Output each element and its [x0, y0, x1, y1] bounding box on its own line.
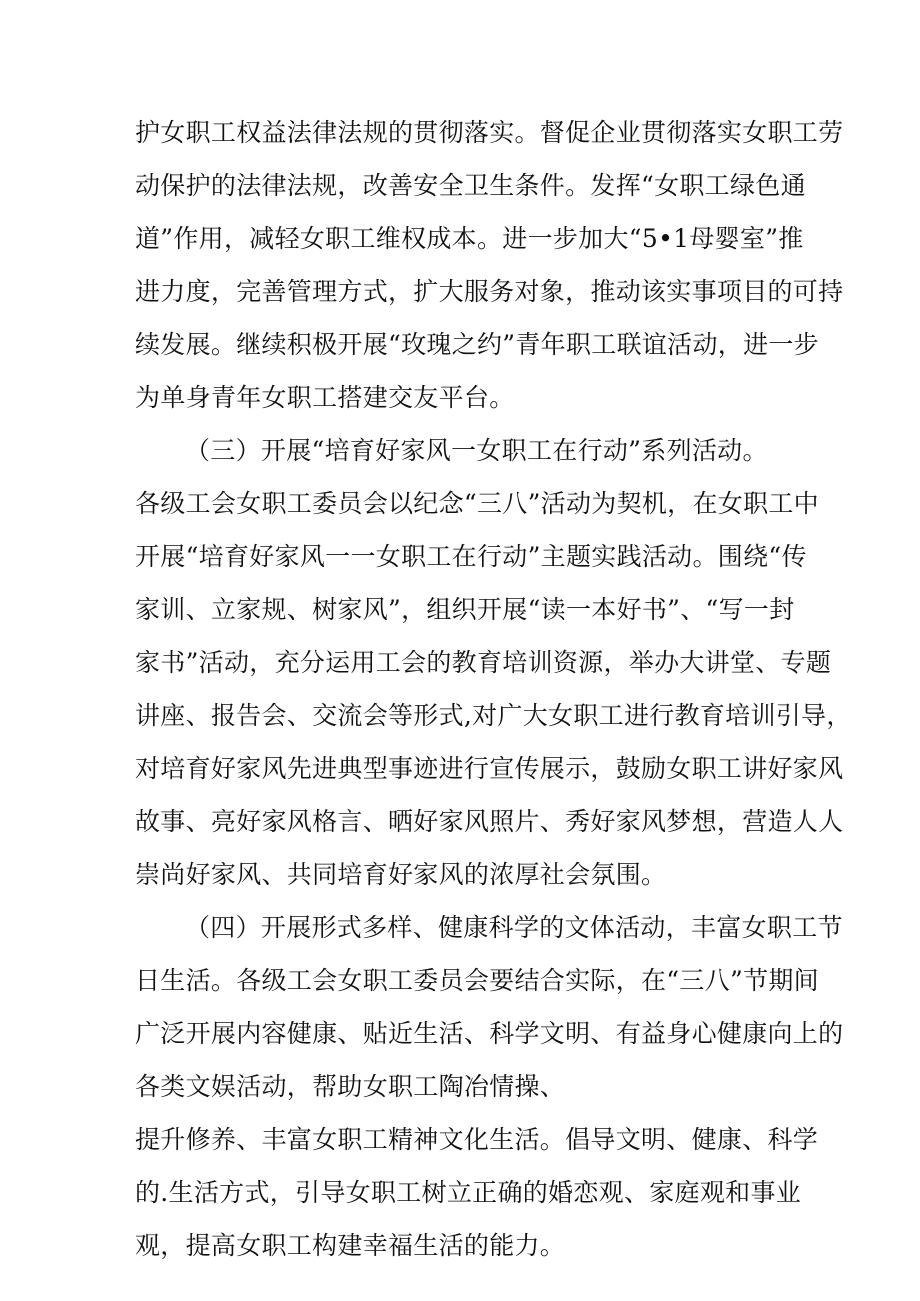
text-line: 道”作用，减轻女职工维权成本。进一步加大“5•1母婴室”推 — [135, 224, 804, 253]
text-line: 家书”活动，充分运用工会的教育培训资源，举办大讲堂、专题 — [135, 648, 832, 677]
text-line: 崇尚好家风、共同培育好家风的浓厚社会氛围。 — [135, 860, 667, 889]
text-line: 家训、立家规、树家风”，组织开展“读一本好书”、“写一封 — [135, 595, 795, 624]
text-line: 各级工会女职工委员会以纪念“三八”活动为契机，在女职工中 — [135, 489, 819, 518]
text-line: 护女职工权益法律法规的贯彻落实。督促企业贯彻落实女职工劳 — [135, 118, 844, 147]
text-line: 续发展。继续积极开展“玫瑰之约”青年职工联谊活动，进一步 — [135, 330, 819, 359]
text-line: 讲座、报告会、交流会等形式,对广大女职工进行教育培训引导， — [135, 701, 852, 730]
text-line: 对培育好家风先进典型事迹进行宣传展示，鼓励女职工讲好家风 — [135, 754, 844, 783]
section-heading-4: （四）开展形式多样、健康科学的文体活动，丰富女职工节 — [185, 913, 843, 942]
text-line: 日生活。各级工会女职工委员会要结合实际，在“三八”节期间 — [135, 966, 819, 995]
text-line: 的.生活方式，引导女职工树立正确的婚恋观、家庭观和事业 — [135, 1178, 802, 1207]
text-line: 故事、亮好家风格言、晒好家风照片、秀好家风梦想，营造人人 — [135, 807, 844, 836]
text-line: 进力度，完善管理方式，扩大服务对象，推动该实事项目的可持 — [135, 277, 844, 306]
text-line: 观，提高女职工构建幸福生活的能力。 — [135, 1231, 566, 1260]
text-line: 提升修养、丰富女职工精神文化生活。倡导文明、健康、科学 — [135, 1125, 819, 1154]
section-heading-3: （三）开展“培育好家风一女职工在行动”系列活动。 — [185, 436, 768, 465]
text-line: 各类文娱活动，帮助女职工陶冶情操、 — [135, 1072, 566, 1101]
text-line: 动保护的法律法规，改善安全卫生条件。发挥“女职工绿色通 — [135, 171, 806, 200]
text-line: 开展“培育好家风一一女职工在行动”主题实践活动。围绕“传 — [135, 542, 807, 571]
text-line: 广泛开展内容健康、贴近生活、科学文明、有益身心健康向上的 — [135, 1019, 844, 1048]
text-line: 为单身青年女职工搭建交友平台。 — [135, 383, 515, 412]
